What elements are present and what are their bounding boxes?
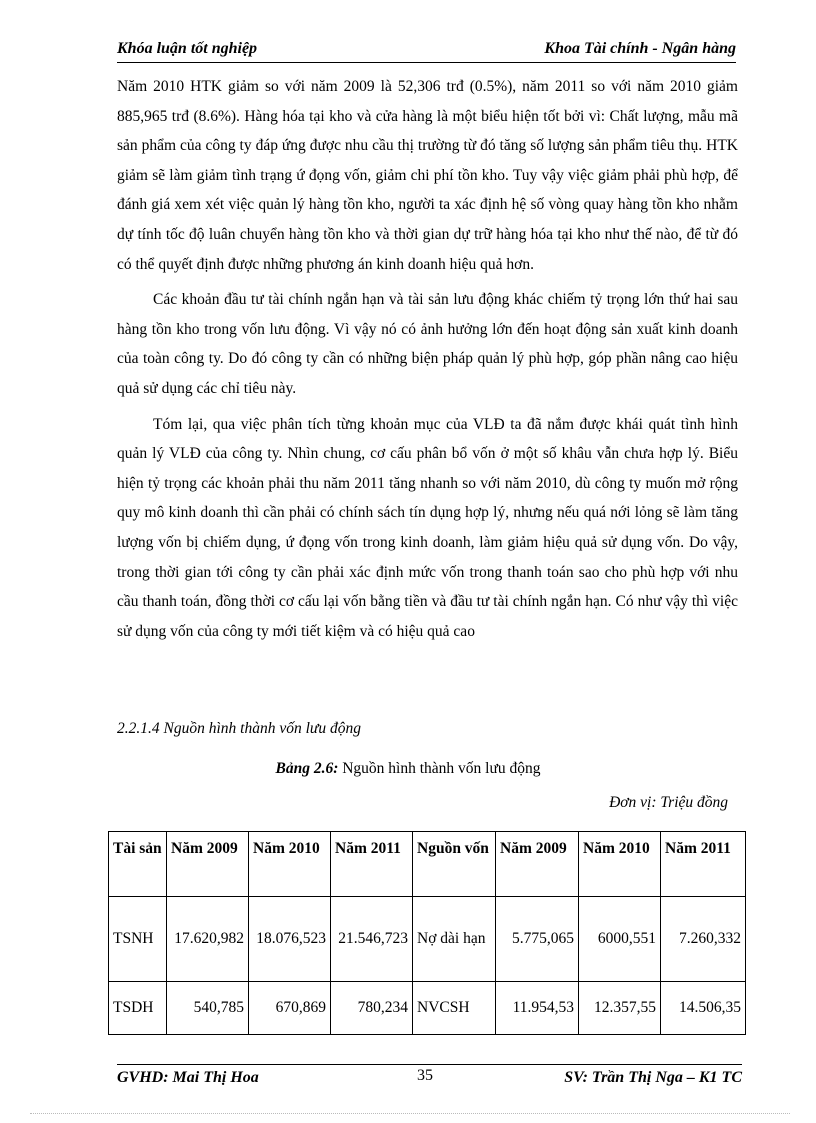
table-cell: 11.954,53 (496, 982, 579, 1035)
table-cell: 18.076,523 (249, 897, 331, 982)
header-cell: Tài sản (109, 832, 167, 897)
table-cell: 5.775,065 (496, 897, 579, 982)
page-header (117, 38, 736, 63)
header-left: Khóa luận tốt nghiệp (117, 40, 258, 57)
table-header-row (109, 832, 746, 897)
section-title: 2.2.1.4 Nguồn hình thành vốn lưu động (117, 720, 361, 737)
header-cell: Năm 2009 (496, 832, 579, 897)
table-cell: 780,234 (331, 982, 413, 1035)
page-number: 35 (417, 1067, 433, 1084)
header-cell: Năm 2009 (167, 832, 249, 897)
body-text (117, 72, 738, 646)
table-cell: 17.620,982 (167, 897, 249, 982)
table-cell: 670,869 (249, 982, 331, 1035)
capital-source-table (108, 831, 746, 1035)
header-cell: Năm 2011 (331, 832, 413, 897)
table-cell: NVCSH (413, 982, 496, 1035)
table-row (109, 982, 746, 1035)
table-cell: TSNH (109, 897, 167, 982)
page-bottom-divider (30, 1113, 790, 1114)
table-caption-label: Bảng 2.6: (275, 760, 339, 777)
table-cell: 12.357,55 (579, 982, 661, 1035)
table-cell: TSDH (109, 982, 167, 1035)
table-cell: 540,785 (167, 982, 249, 1035)
paragraph-3: Tóm lại, qua việc phân tích từng khoản mục của VLĐ ta đã nắm được khái quát tình hình quản lý VLĐ của công ty. Nhìn chung, cơ cấu phân bổ vốn ở một số khâu vẫn chưa hợp lý. Biểu hiện tỷ trọng các khoản phải thu năm 2011 tăng nhanh so với năm 2010, dù công ty muốn mở rộng quy mô kinh doanh thì cần phải có chính sách tín dụng hợp lý, nhưng nếu quá nới lỏng sẽ làm tăng lượng vốn bị chiếm dụng, ứ đọng vốn trong kinh doanh, làm giảm hiệu quả sử dụng vốn. Do vậy, trong thời gian tới công ty cần phải xác định mức vốn trong thanh toán sao cho phù hợp với nhu cầu thanh toán, đồng thời cơ cấu lại vốn bằng tiền và đầu tư tài chính ngắn hạn. Có như vậy thì việc sử dụng vốn của công ty mới tiết kiệm và có hiệu quả cao (117, 415, 738, 640)
page-footer (117, 1064, 742, 1086)
table-caption-text: Nguồn hình thành vốn lưu động (338, 760, 541, 777)
table-cell: 14.506,35 (661, 982, 746, 1035)
paragraph-2: Các khoản đầu tư tài chính ngắn hạn và tài sản lưu động khác chiếm tỷ trọng lớn thứ hai sau hàng tồn kho trong vốn lưu động. Vì vậy nó có ảnh hưởng lớn đến hoạt động sản xuất kinh doanh của toàn công ty. Do đó công ty cần có những biện pháp quản lý phù hợp, góp phần nâng cao hiệu quả sử dụng các chỉ tiêu này. (117, 291, 738, 397)
header-cell: Năm 2010 (249, 832, 331, 897)
table-cell: 6000,551 (579, 897, 661, 982)
header-cell: Năm 2011 (661, 832, 746, 897)
footer-left: GVHD: Mai Thị Hoa (117, 1069, 259, 1086)
table-row (109, 897, 746, 982)
table-cell: 21.546,723 (331, 897, 413, 982)
footer-right: SV: Trần Thị Nga – K1 TC (564, 1069, 742, 1086)
unit-label: Đơn vị: Triệu đồng (609, 794, 728, 811)
table-cell: 7.260,332 (661, 897, 746, 982)
header-cell: Năm 2010 (579, 832, 661, 897)
header-cell: Nguồn vốn (413, 832, 496, 897)
paragraph-1: Năm 2010 HTK giảm so với năm 2009 là 52,306 trđ (0.5%), năm 2011 so với năm 2010 giảm 885,965 trđ (8.6%). Hàng hóa tại kho và cửa hàng là một biểu hiện tốt bởi vì: Chất lượng, mẫu mã sản phẩm của công ty đáp ứng được nhu cầu thị trường từ đó tăng số lượng sản phẩm tiêu thụ. HTK giảm sẽ làm giảm tình trạng ứ đọng vốn, giảm chi phí tồn kho. Tuy vậy việc giảm phải phù hợp, để đánh giá xem xét việc quản lý hàng tồn kho, người ta xác định hệ số vòng quay hàng tồn kho nhằm dự tính tốc độ luân chuyển hàng tồn kho và thời gian dự trữ hàng hóa tại kho như thế nào, để từ đó có thể quyết định được những phương án kinh doanh hiệu quả hơn. (117, 78, 738, 273)
header-right: Khoa Tài chính - Ngân hàng (544, 40, 736, 57)
table-cell: Nợ dài hạn (413, 897, 496, 982)
table-caption (0, 760, 816, 778)
